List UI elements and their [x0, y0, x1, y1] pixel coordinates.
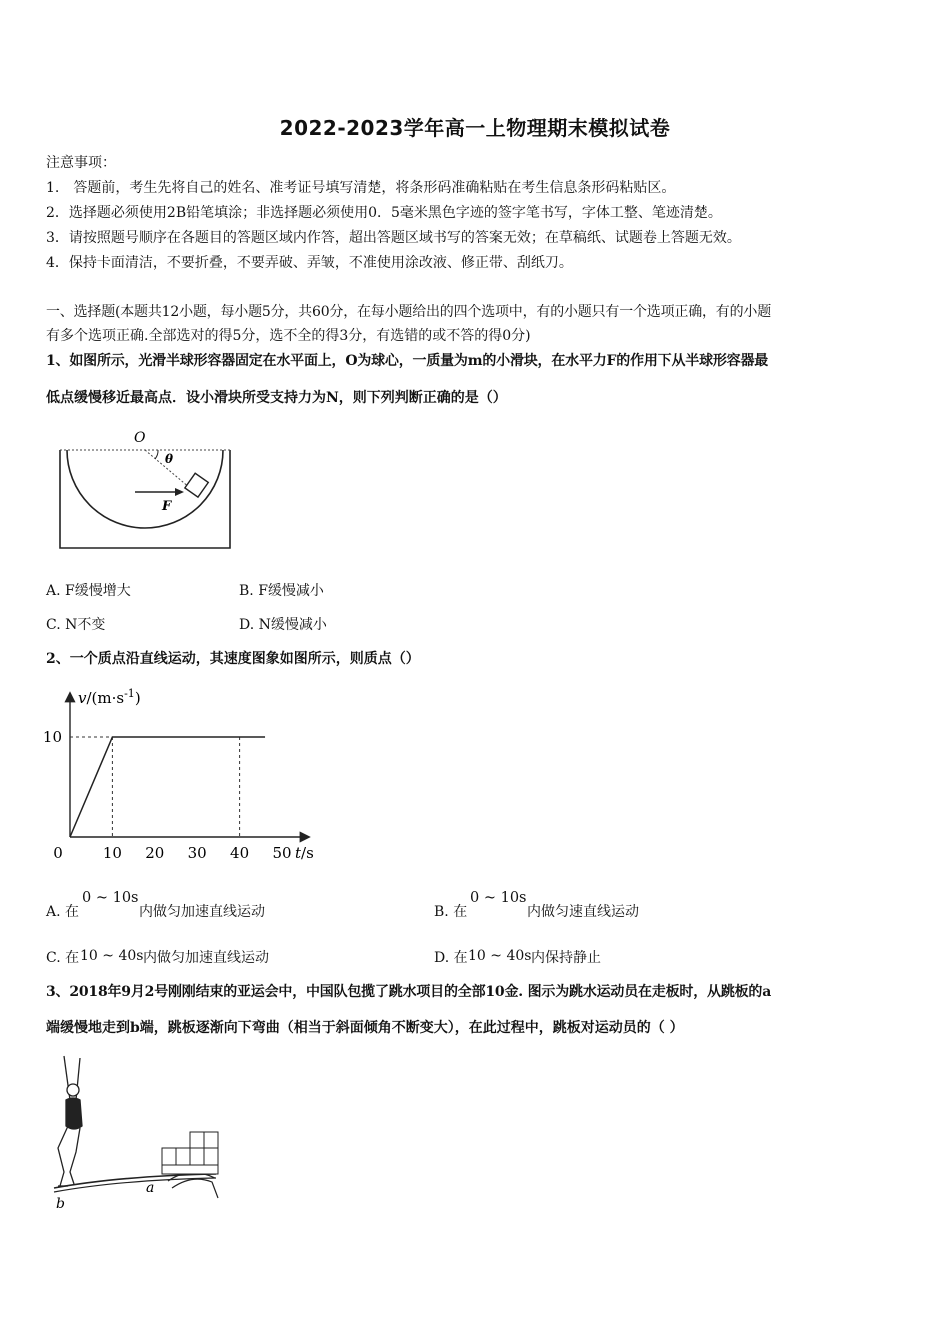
q2-option-a-suffix: 内做匀加速直线运动: [139, 904, 265, 920]
q1-option-d: D. N缓慢减小: [239, 617, 327, 633]
label-a: a: [146, 1180, 155, 1196]
q1-option-b: B. F缓慢减小: [239, 583, 324, 599]
q2-option-b-range: 0 ~ 10s: [470, 890, 527, 906]
q3-stem-line1: 3、2018年9月2号刚刚结束的亚运会中，中国队包揽了跳水项目的全部10金. 图示为跳水运动员在走板时，从跳板的a: [46, 984, 772, 1000]
x-tick-label-20: 20: [145, 844, 165, 862]
q2-option-b-suffix: 内做匀速直线运动: [527, 904, 639, 920]
notice-item-1: 1. 答题前，考生先将自己的姓名、准考证号填写清楚，将条形码准确粘贴在考生信息条形码粘贴区。: [46, 180, 676, 196]
notice-item-4: 4．保持卡面清洁，不要折叠，不要弄破、弄皱，不准使用涂改液、修正带、刮纸刀。: [46, 255, 573, 271]
q2-option-c-suffix: 内做匀加速直线运动: [143, 950, 269, 966]
q2-option-c-range: 10 ~ 40s: [80, 948, 144, 964]
page-title: 2022-2023学年高一上物理期末模拟试卷: [279, 116, 671, 140]
q1-hemisphere-figure: [50, 420, 240, 555]
notice-heading: 注意事项：: [46, 155, 116, 171]
label-b: b: [56, 1196, 65, 1212]
section-heading-line1: 一、选择题(本题共12小题，每小题5分，共60分，在每小题给出的四个选项中，有的小题只有一个选项正确，有的小题: [46, 304, 771, 320]
q2-stem: 2、一个质点沿直线运动，其速度图象如图所示，则质点（）: [46, 651, 420, 667]
q3-stem-line2: 端缓慢地走到b端，跳板逐渐向下弯曲（相当于斜面倾角不断变大），在此过程中，跳板对运动员的（ ）: [46, 1020, 684, 1036]
notice-item-2: 2．选择题必须使用2B铅笔填涂；非选择题必须使用0．5毫米黑色字迹的签字笔书写，字体工整、笔迹清楚。: [46, 205, 722, 221]
y-axis-label: $v/(m\cdot s^{-1})$: [78, 687, 141, 707]
x-tick-label-30: 30: [187, 844, 207, 862]
q1-stem-line1: 1、如图所示，光滑半球形容器固定在水平面上，O为球心，一质量为m的小滑块，在水平力F的作用下从半球形容器最: [46, 353, 769, 369]
theta-label: θ: [165, 452, 174, 466]
q2-option-a-range: 0 ~ 10s: [82, 890, 139, 906]
q2-velocity-time-chart: [40, 680, 340, 870]
force-f-label: F: [162, 499, 172, 514]
q2-option-d-suffix: 内保持静止: [531, 950, 601, 966]
center-o-label: O: [134, 430, 146, 446]
x-axis-label: t/s: [295, 844, 314, 862]
x-tick-label-40: 40: [230, 844, 250, 862]
q2-option-d-prefix: D. 在: [434, 950, 468, 966]
x-tick-label-50: 50: [272, 844, 292, 862]
q2-option-b-prefix: B. 在: [434, 904, 468, 920]
q1-stem-line2: 低点缓慢移近最高点．设小滑块所受支持力为N，则下列判断正确的是（）: [46, 390, 507, 406]
x-tick-label-10: 10: [102, 844, 122, 862]
q3-diving-board-figure: [40, 1048, 230, 1218]
notice-item-3: 3．请按照题号顺序在各题目的答题区域内作答，超出答题区域书写的答案无效；在草稿纸、试题卷上答题无效。: [46, 230, 741, 246]
q2-option-c-prefix: C. 在: [46, 950, 80, 966]
velocity-series-line: [70, 737, 265, 837]
q1-option-c: C. N不变: [46, 617, 106, 633]
q1-option-a: A. F缓慢增大: [46, 583, 131, 599]
y-tick-label-10: 10: [42, 728, 62, 746]
section-heading-line2: 有多个选项正确.全部选对的得5分，选不全的得3分，有选错的或不答的得0分): [46, 328, 531, 344]
x-tick-label-0: 0: [53, 844, 63, 862]
q2-option-d-range: 10 ~ 40s: [468, 948, 532, 964]
q2-option-a-prefix: A. 在: [46, 904, 80, 920]
